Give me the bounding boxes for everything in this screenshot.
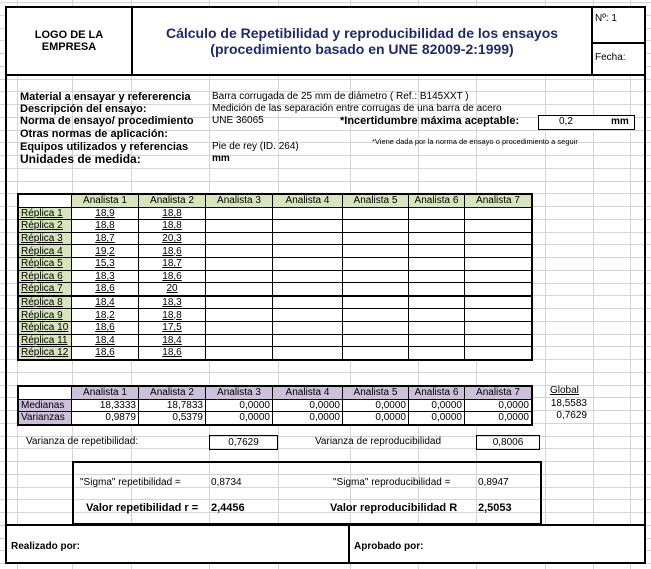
sigma-repro-label: "Sigma" reproducibilidad =: [333, 477, 451, 488]
row-label: Réplica 10: [18, 321, 72, 334]
measurement-cell[interactable]: [409, 232, 465, 245]
table-header-row: [18, 386, 532, 399]
results-box: [72, 461, 542, 525]
row-label: Réplica 4: [18, 245, 72, 258]
measurement-cell[interactable]: 15,3: [72, 257, 139, 270]
measurement-cell[interactable]: 18,2: [72, 309, 139, 322]
measurement-cell[interactable]: 18,8: [139, 309, 206, 322]
measurement-cell[interactable]: [409, 321, 465, 334]
stat-cell: 18,7833: [139, 399, 206, 412]
stat-cell: 0,9879: [72, 412, 139, 425]
measurement-cell[interactable]: [465, 245, 533, 258]
measurement-cell[interactable]: [465, 321, 533, 334]
global-varianza: 0,7629: [556, 410, 587, 421]
material-label: Material a ensayar y refererencia: [20, 91, 191, 103]
measurement-cell[interactable]: [465, 283, 533, 296]
measurement-cell[interactable]: 18,6: [72, 347, 139, 360]
measurement-cell[interactable]: [206, 257, 273, 270]
stat-cell: 0,0000: [343, 399, 409, 412]
measurement-cell[interactable]: [409, 257, 465, 270]
column-header: Analista 4: [273, 194, 343, 207]
measurement-cell[interactable]: [409, 347, 465, 360]
measurement-cell[interactable]: [273, 347, 343, 360]
measurement-cell[interactable]: [206, 309, 273, 322]
valor-rep-value: 2,4456: [211, 502, 245, 514]
measurement-cell[interactable]: [206, 245, 273, 258]
row-label: Medianas: [18, 399, 72, 412]
column-header: Analista 5: [343, 194, 409, 207]
measurement-cell[interactable]: [273, 296, 343, 309]
measurement-cell[interactable]: [273, 257, 343, 270]
material-value[interactable]: Barra corrugada de 25 mm de diámetro ( Ref.: B145XXT ): [212, 91, 469, 102]
table-row: [18, 309, 532, 322]
valor-rep-label: Valor repetibilidad r =: [86, 502, 199, 514]
measurement-cell[interactable]: [206, 270, 273, 283]
corner-cell: [18, 194, 72, 207]
measurement-cell[interactable]: [409, 296, 465, 309]
row-label: Réplica 6: [18, 270, 72, 283]
stat-cell: 0,0000: [273, 399, 343, 412]
measurement-cell[interactable]: 20,3: [139, 232, 206, 245]
stats-table: [17, 385, 533, 426]
measurement-cell[interactable]: [465, 347, 533, 360]
incert-note: *Viene dada por la norma de ensayo o procedimiento a seguir: [372, 137, 578, 146]
var-repro-value[interactable]: 0,8006: [476, 435, 540, 450]
measurement-cell[interactable]: [465, 296, 533, 309]
column-header: Analista 6: [409, 386, 465, 399]
column-header: Analista 3: [206, 194, 273, 207]
norma-label: Norma de ensayo/ procedimiento: [20, 115, 194, 127]
measurement-cell[interactable]: [273, 245, 343, 258]
measurement-cell[interactable]: [409, 283, 465, 296]
table-row: [18, 257, 532, 270]
var-repro-label: Varianza de reproducibilidad: [315, 436, 442, 447]
measurement-cell[interactable]: 18,3: [72, 270, 139, 283]
measurement-cell[interactable]: [465, 309, 533, 322]
row-label: Réplica 5: [18, 257, 72, 270]
measurement-cell[interactable]: 18,6: [72, 283, 139, 296]
measurement-cell[interactable]: [206, 232, 273, 245]
table-row: [18, 334, 532, 347]
measurement-cell[interactable]: 18,7: [72, 232, 139, 245]
date-cell[interactable]: Fecha:: [591, 42, 646, 76]
stat-cell: 0,0000: [409, 399, 465, 412]
measurement-cell[interactable]: [465, 334, 533, 347]
measurement-cell[interactable]: [343, 257, 409, 270]
measurement-cell[interactable]: [206, 334, 273, 347]
title-box: [131, 6, 593, 76]
measurement-cell[interactable]: 18,9: [72, 207, 139, 220]
row-label: Réplica 9: [18, 309, 72, 322]
measurement-cell[interactable]: 18,3: [139, 296, 206, 309]
table-row: [18, 232, 532, 245]
stat-cell: 0,5379: [139, 412, 206, 425]
title-line-2: (procedimiento basado en UNE 82009-2:1999): [210, 41, 514, 57]
row-label: Réplica 1: [18, 207, 72, 220]
measurement-cell[interactable]: [465, 220, 533, 233]
logo-placeholder: LOGO DE LA EMPRESA: [5, 6, 133, 76]
measurement-cell[interactable]: [206, 321, 273, 334]
measurement-cell[interactable]: [409, 334, 465, 347]
stat-cell: 0,0000: [409, 412, 465, 425]
column-header: Analista 7: [465, 194, 533, 207]
row-label: Réplica 3: [18, 232, 72, 245]
measurement-cell[interactable]: 20: [139, 283, 206, 296]
stat-cell: 18,3333: [72, 399, 139, 412]
table-row: [18, 283, 532, 296]
measurement-cell[interactable]: 18,4: [139, 334, 206, 347]
table-row: [18, 296, 532, 309]
measurement-cell[interactable]: [343, 321, 409, 334]
measurement-cell[interactable]: [343, 220, 409, 233]
desc-label: Descripción del ensayo:: [20, 103, 147, 115]
measurement-cell[interactable]: [465, 232, 533, 245]
column-header: Analista 7: [465, 386, 533, 399]
measurement-cell[interactable]: [465, 257, 533, 270]
column-header: Analista 2: [139, 386, 206, 399]
table-row: [18, 347, 532, 360]
desc-value[interactable]: Medición de las separación entre corrugas de una barra de acero: [212, 103, 502, 114]
measurement-cell[interactable]: 18,6: [139, 245, 206, 258]
measurement-cell[interactable]: [343, 283, 409, 296]
measurement-cell[interactable]: 18,8: [139, 220, 206, 233]
table-row: [18, 399, 532, 412]
global-header: Global: [550, 385, 579, 396]
global-mediana: 18,5583: [550, 398, 587, 409]
table-row: [18, 245, 532, 258]
measurement-cell[interactable]: [273, 321, 343, 334]
measurement-cell[interactable]: [343, 309, 409, 322]
stat-cell: 0,0000: [465, 412, 533, 425]
measurement-cell[interactable]: [409, 309, 465, 322]
measurement-cell[interactable]: [206, 296, 273, 309]
table-header-row: [18, 194, 532, 207]
measurement-cell[interactable]: [343, 334, 409, 347]
stat-cell: 0,0000: [273, 412, 343, 425]
measurement-cell[interactable]: 18,4: [72, 334, 139, 347]
measurement-cell[interactable]: [343, 245, 409, 258]
row-label: Réplica 7: [18, 283, 72, 296]
measurement-cell[interactable]: [465, 270, 533, 283]
measurement-cell[interactable]: [409, 245, 465, 258]
sigma-rep-value: 0,8734: [211, 477, 242, 488]
column-header: Analista 3: [206, 386, 273, 399]
column-header: Analista 1: [72, 194, 139, 207]
measurement-cell[interactable]: [273, 270, 343, 283]
stat-cell: 0,0000: [465, 399, 533, 412]
corner-cell: [18, 386, 72, 399]
sigma-rep-label: "Sigma" repetibilidad =: [80, 477, 181, 488]
equipos-label: Equipos utilizados y referencias: [20, 141, 189, 153]
measurement-cell[interactable]: [465, 207, 533, 220]
measurement-cell[interactable]: [273, 207, 343, 220]
measurement-cell[interactable]: [343, 296, 409, 309]
column-header: Analista 5: [343, 386, 409, 399]
measurement-cell[interactable]: [273, 334, 343, 347]
measurement-cell[interactable]: [273, 232, 343, 245]
replicas-table: [17, 193, 533, 361]
norma-value[interactable]: UNE 36065: [212, 115, 264, 126]
measurement-cell[interactable]: [206, 207, 273, 220]
valor-repro-label: Valor reproducibilidad R: [330, 502, 458, 514]
row-label: Réplica 11: [18, 334, 72, 347]
measurement-cell[interactable]: 17,5: [139, 321, 206, 334]
measurement-cell[interactable]: [409, 207, 465, 220]
measurement-cell[interactable]: [409, 220, 465, 233]
measurement-cell[interactable]: [206, 347, 273, 360]
stat-cell: 0,0000: [206, 399, 273, 412]
stat-cell: 0,0000: [343, 412, 409, 425]
table-row: [18, 321, 532, 334]
measurement-cell[interactable]: [343, 207, 409, 220]
var-rep-label: Varianza de repetibilidad:: [26, 436, 139, 447]
incert-label: *Incertidumbre máxima aceptable:: [340, 115, 520, 127]
measurement-cell[interactable]: 19,2: [72, 245, 139, 258]
measurement-cell[interactable]: [409, 270, 465, 283]
measurement-cell[interactable]: [273, 220, 343, 233]
var-rep-value[interactable]: 0,7629: [209, 435, 278, 450]
measurement-cell[interactable]: [206, 220, 273, 233]
valor-repro-value: 2,5053: [478, 502, 512, 514]
measurement-cell[interactable]: 18,6: [139, 270, 206, 283]
unidades-label: Unidades de medida:: [20, 152, 141, 166]
equipos-value[interactable]: Pie de rey (ID. 264): [212, 141, 299, 152]
number-cell[interactable]: Nº: 1: [591, 6, 646, 44]
measurement-cell[interactable]: 18,4: [72, 296, 139, 309]
measurement-cell[interactable]: [273, 283, 343, 296]
grid-line: [0, 2, 651, 3]
measurement-cell[interactable]: [343, 270, 409, 283]
column-header: Analista 1: [72, 386, 139, 399]
column-header: Analista 2: [139, 194, 206, 207]
sigma-repro-value: 0,8947: [478, 477, 509, 488]
measurement-cell[interactable]: 18,8: [72, 220, 139, 233]
realizado-cell[interactable]: Realizado por:: [5, 524, 350, 564]
row-label: Réplica 2: [18, 220, 72, 233]
measurement-cell[interactable]: [343, 347, 409, 360]
column-header: Analista 6: [409, 194, 465, 207]
title-line-1: Cálculo de Repetibilidad y reproducibilidad de los ensayos: [165, 25, 559, 41]
measurement-cell[interactable]: 18,7: [139, 257, 206, 270]
table-row: [18, 220, 532, 233]
incert-field[interactable]: 0,2 mm: [538, 115, 635, 130]
table-row: [18, 270, 532, 283]
row-label: Réplica 12: [18, 347, 72, 360]
aprobado-cell[interactable]: Aprobado por:: [348, 524, 646, 564]
measurement-cell[interactable]: [273, 309, 343, 322]
stat-cell: 0,0000: [206, 412, 273, 425]
measurement-cell[interactable]: 18,8: [139, 207, 206, 220]
table-row: [18, 207, 532, 220]
measurement-cell[interactable]: [206, 283, 273, 296]
row-label: Réplica 8: [18, 296, 72, 309]
unidades-value[interactable]: mm: [212, 153, 230, 164]
measurement-cell[interactable]: 18,6: [72, 321, 139, 334]
table-row: [18, 412, 532, 425]
otras-label: Otras normas de aplicación:: [20, 128, 168, 140]
measurement-cell[interactable]: [343, 232, 409, 245]
measurement-cell[interactable]: 18,6: [139, 347, 206, 360]
column-header: Analista 4: [273, 386, 343, 399]
row-label: Varianzas: [18, 412, 72, 425]
